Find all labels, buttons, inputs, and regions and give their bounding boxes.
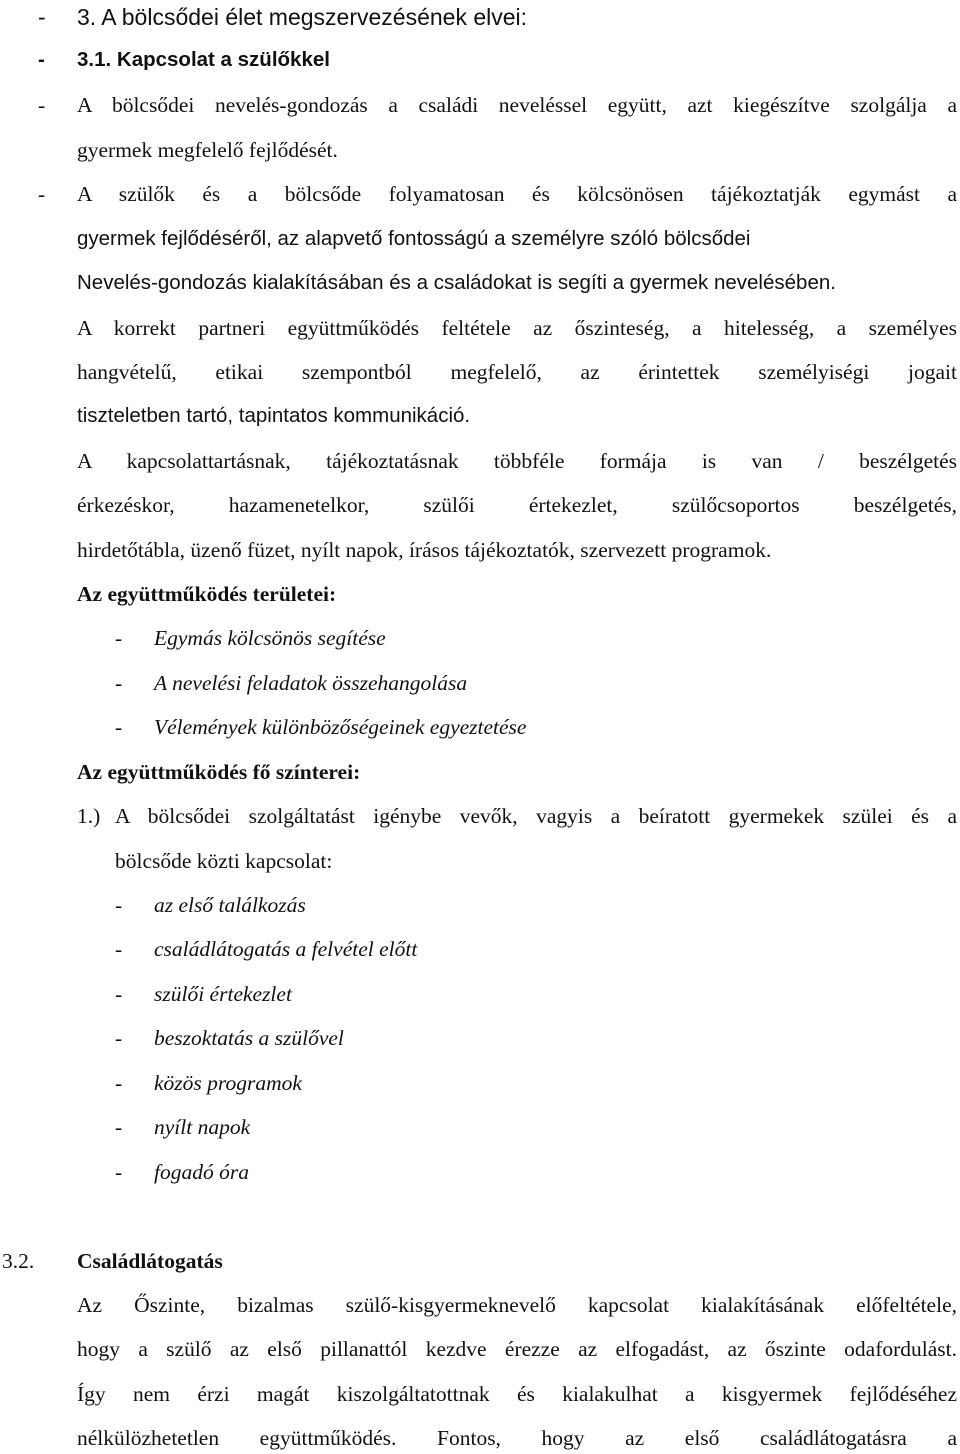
venue-item: fogadó óra <box>154 1160 249 1184</box>
venue-bullet: - <box>115 1115 123 1139</box>
venue-bullet: - <box>115 893 123 917</box>
venue-item: családlátogatás a felvétel előtt <box>154 937 418 961</box>
area-item: Egymás kölcsönös segítése <box>154 626 386 650</box>
venues-heading: Az együttműködés fő színterei: <box>77 760 361 784</box>
venue-bullet: - <box>115 1026 123 1050</box>
areas-heading: Az együttműködés területei: <box>77 582 337 606</box>
venue-item: közös programok <box>154 1071 302 1095</box>
venue-item: beszoktatás a szülővel <box>154 1026 344 1050</box>
area-item: Vélemények különbözőségeinek egyeztetése <box>154 715 527 739</box>
p4-line-3: hirdetőtábla, üzenő füzet, nyílt napok, írásos tájékoztatók, szervezett programok. <box>77 538 772 562</box>
section-3-2-title: Családlátogatás <box>77 1249 223 1273</box>
venue-item: az első találkozás <box>154 893 306 917</box>
p1-line-2: gyermek megfelelő fejlődését. <box>77 138 338 162</box>
p4-line-2: érkezéskor, hazamenetelkor, szülői értekezlet, szülőcsoportos beszélgetés, <box>77 493 957 517</box>
venue-bullet: - <box>115 982 123 1006</box>
area-item: A nevelési feladatok összehangolása <box>154 671 468 695</box>
venue-item: szülői értekezlet <box>154 982 292 1006</box>
p3-line-2: hangvételű, etikai szempontból megfelelő, az érintettek személyiségi jogait <box>77 360 957 384</box>
venue-line-2: bölcsőde közti kapcsolat: <box>115 849 333 873</box>
venue-item: nyílt napok <box>154 1115 251 1139</box>
section-3-2-number: 3.2. <box>2 1249 35 1273</box>
area-bullet: - <box>115 715 123 739</box>
venue-bullet: - <box>115 1160 123 1184</box>
p2-line-2: gyermek fejlődéséről, az alapvető fontosságú a személyre szóló bölcsődei <box>77 227 751 250</box>
s32-line-3: Így nem érzi magát kiszolgáltatottnak és kialakulhat a kisgyermek fejlődéséhez <box>77 1382 957 1406</box>
p2-dash: - <box>38 182 46 206</box>
area-bullet: - <box>115 671 123 695</box>
s32-line-1: Az Őszinte, bizalmas szülő-kisgyermeknevelő kapcsolat kialakításának előfeltétele, <box>77 1293 957 1317</box>
subheading-3-1: 3.1. Kapcsolat a szülőkkel <box>77 48 330 71</box>
venue-number: 1.) <box>77 804 101 828</box>
s32-line-4: nélkülözhetetlen együttműködés. Fontos, hogy az első családlátogatásra a <box>77 1426 957 1450</box>
p3-line-1: A korrekt partneri együttműködés feltétele az őszinteség, a hitelesség, a személyes <box>77 316 957 340</box>
p4-line-1: A kapcsolattartásnak, tájékoztatásnak többféle formája is van / beszélgetés <box>77 449 957 473</box>
venue-line-1: A bölcsődei szolgáltatást igénybe vevők, vagyis a beíratott gyermekek szülei és a <box>115 804 957 828</box>
subheading-dash: - <box>38 48 45 71</box>
p2-line-3: Nevelés-gondozás kialakításában és a családokat is segíti a gyermek nevelésében. <box>77 271 836 294</box>
p3-line-3: tiszteletben tartó, tapintatos kommunikáció. <box>77 404 471 427</box>
p1-line-1: A bölcsődei nevelés-gondozás a családi neveléssel együtt, azt kiegészítve szolgálja a <box>77 93 957 117</box>
s32-line-2: hogy a szülő az első pillanattól kezdve érezze az elfogadást, az őszinte odafordulást. <box>77 1337 957 1361</box>
venue-bullet: - <box>115 1071 123 1095</box>
venue-bullet: - <box>115 937 123 961</box>
heading-main: 3. A bölcsődei élet megszervezésének elvei: <box>77 4 528 30</box>
p1-dash: - <box>38 93 46 117</box>
area-bullet: - <box>115 626 123 650</box>
p2-line-1: A szülők és a bölcsőde folyamatosan és kölcsönösen tájékoztatják egymást a <box>77 182 957 206</box>
heading-dash: - <box>38 4 46 30</box>
